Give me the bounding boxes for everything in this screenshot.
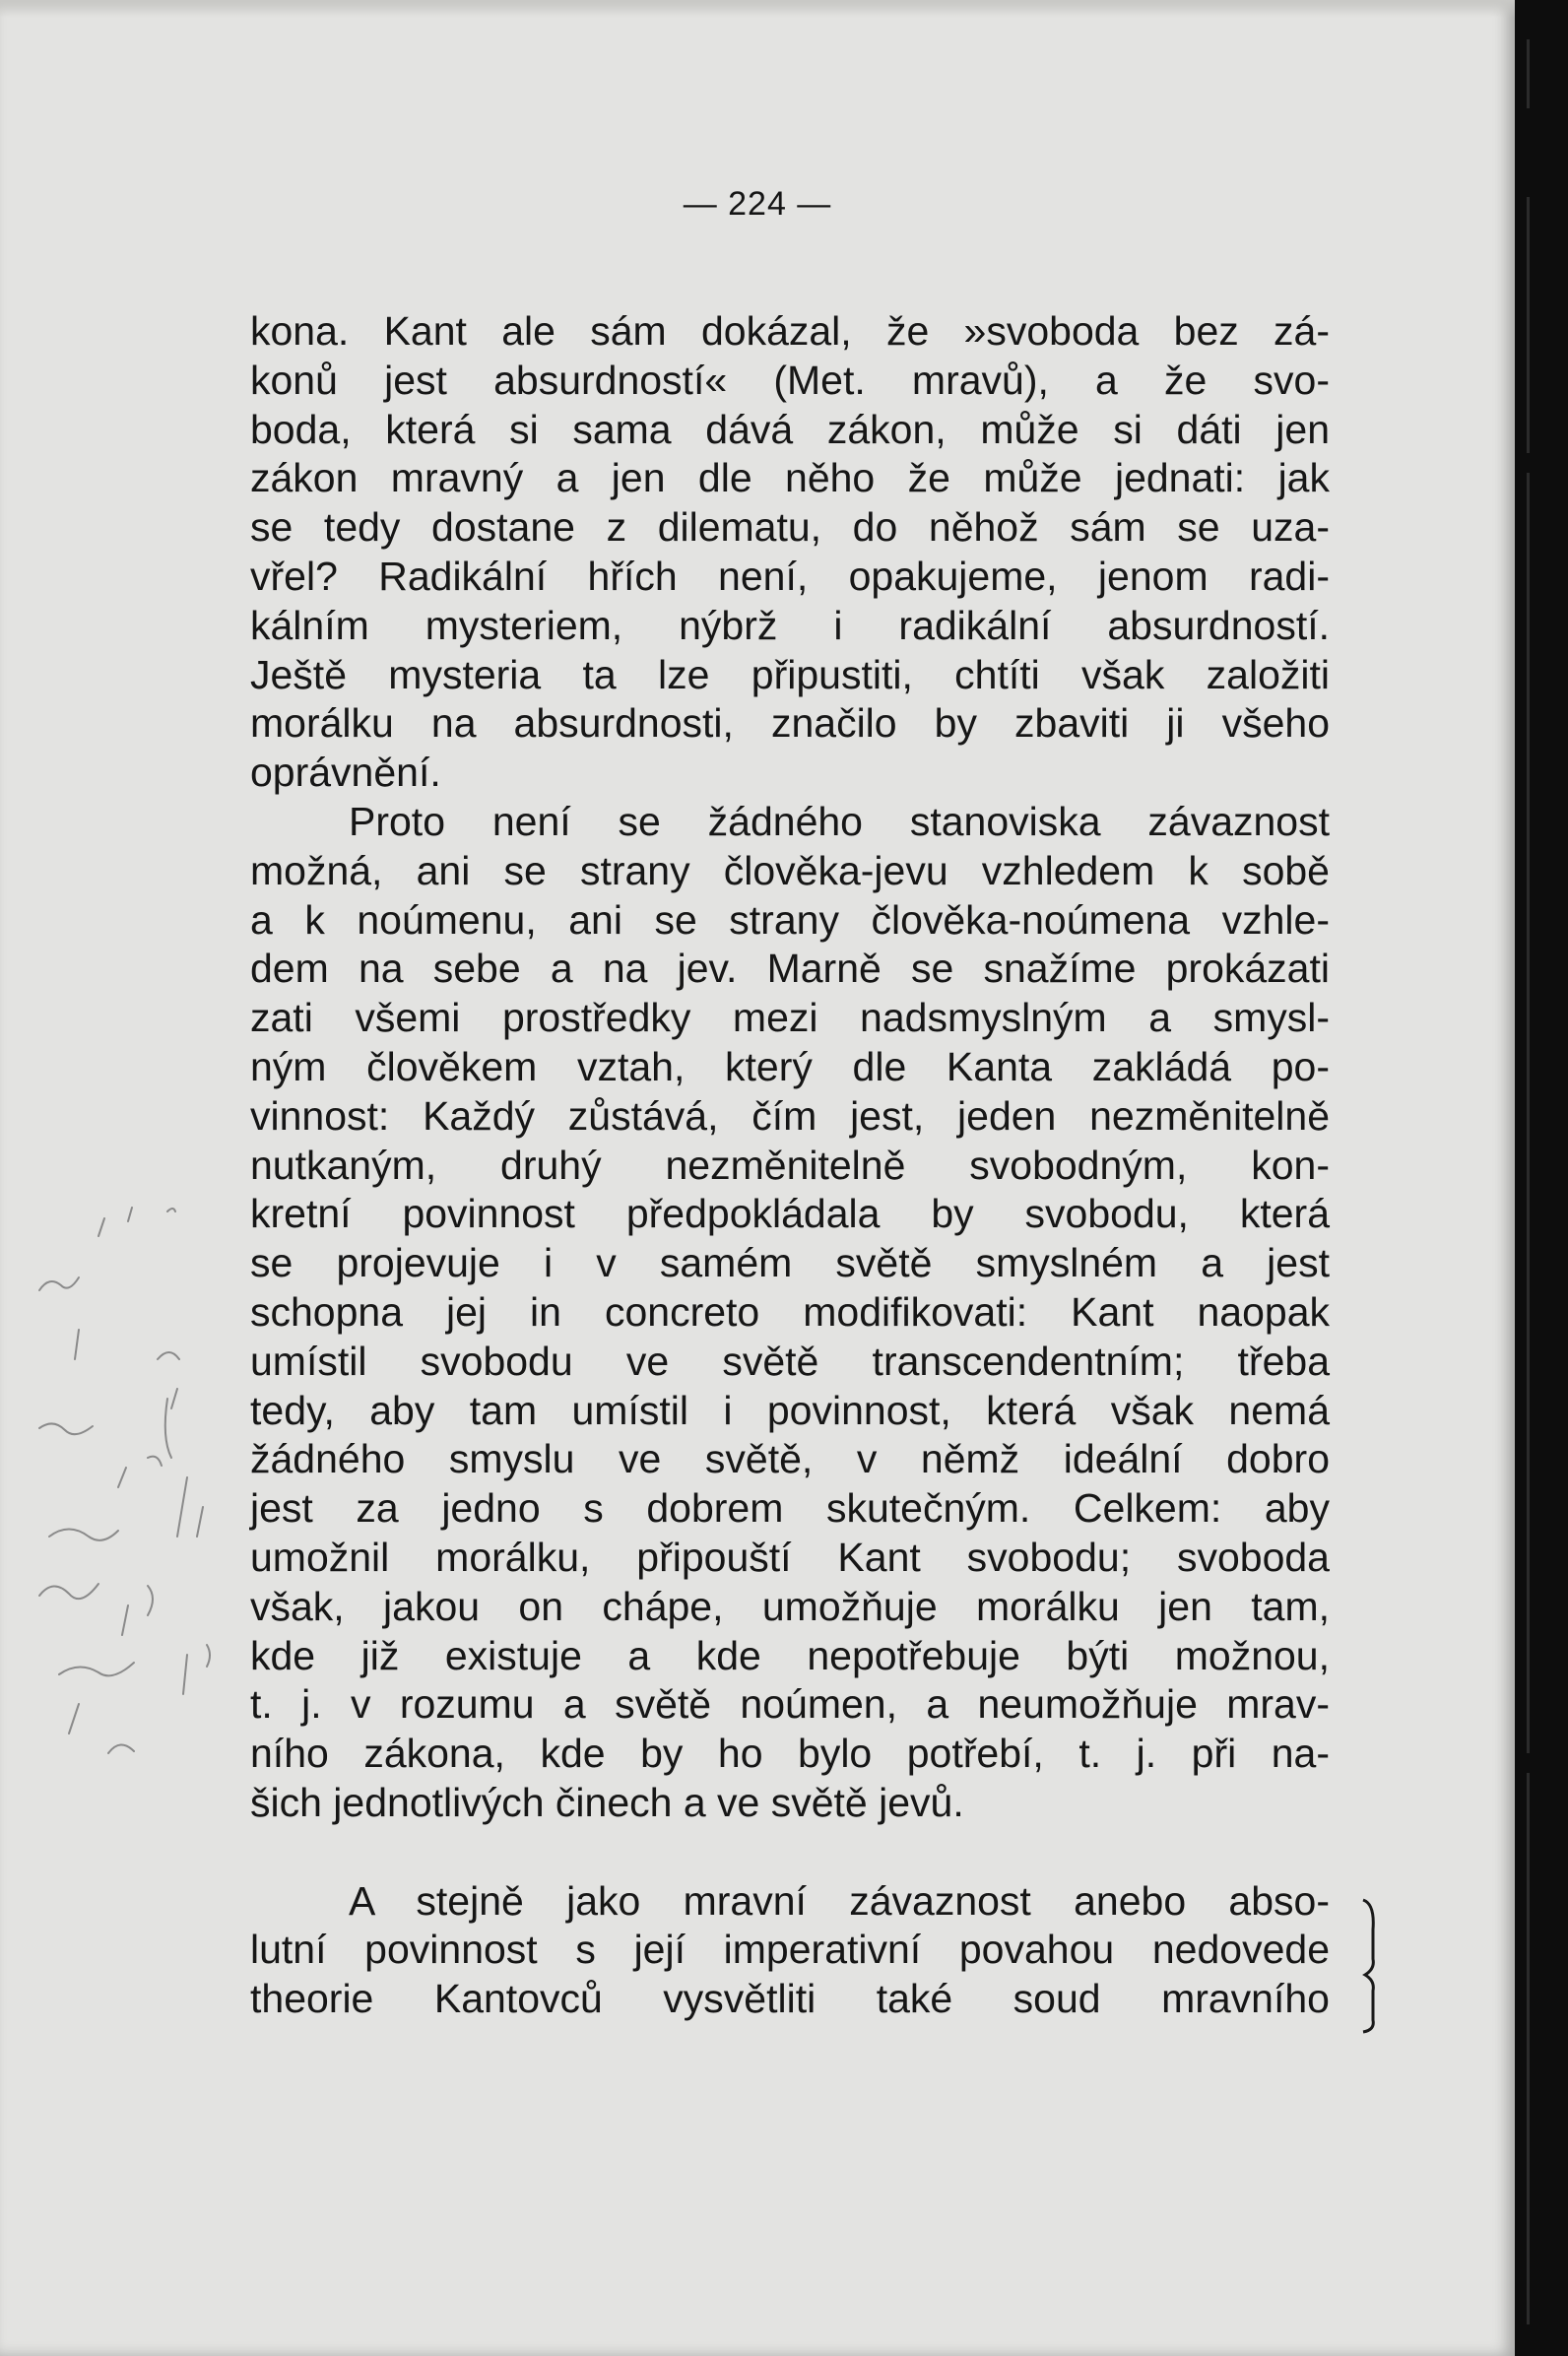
text-line: t. j. v rozumu a světě noúmen, a neumožňuje mrav- xyxy=(250,1681,1330,1728)
text-line: vinnost: Každý zůstává, čím jest, jeden nezměnitelně xyxy=(250,1092,1330,1139)
text-line: šich jednotlivých činech a ve světě jevů. xyxy=(250,1779,964,1825)
margin-bracket xyxy=(1359,1896,1379,2034)
binding-edge xyxy=(1527,1773,1530,2324)
page-number: — 224 — xyxy=(683,185,832,223)
text-line: možná, ani se strany člověka-jevu vzhledem k sobě xyxy=(250,847,1330,893)
text-line: konů jest absurdností« (Met. mravů), a že svo- xyxy=(250,357,1330,403)
text-line: morálku na absurdnosti, značilo by zbaviti ji všeho xyxy=(250,700,1330,747)
text-line: A stejně jako mravní závaznost anebo abso- xyxy=(349,1877,1330,1924)
text-line: kde již existuje a kde nepotřebuje býti možnou, xyxy=(250,1632,1330,1678)
text-line: umožnil morálku, připouští Kant svobodu; svoboda xyxy=(250,1534,1330,1580)
paragraph-gap xyxy=(250,1828,1330,1877)
text-line: ným člověkem vztah, který dle Kanta zakládá po- xyxy=(250,1043,1330,1089)
text-line: žádného smyslu ve světě, v němž ideální dobro xyxy=(250,1436,1330,1482)
text-line: kálním mysteriem, nýbrž i radikální absurdností. xyxy=(250,602,1330,648)
text-line: lutní povinnost s její imperativní povahou nedovede xyxy=(250,1927,1330,1973)
text-line: schopna jej in concreto modifikovati: Kant naopak xyxy=(250,1288,1330,1335)
text-line: se projevuje i v samém světě smyslném a jest xyxy=(250,1240,1330,1286)
text-line: theorie Kantovců vysvětliti také soud mravního xyxy=(250,1976,1330,2022)
paragraph-1 xyxy=(250,307,1330,798)
text-line: však, jakou on chápe, umožňuje morálku jen tam, xyxy=(250,1583,1330,1629)
binding-edge xyxy=(1527,39,1530,108)
text-line: Ještě mysteria ta lze připustiti, chtíti však založiti xyxy=(250,651,1330,697)
text-line: oprávnění. xyxy=(250,750,441,796)
text-line: tedy, aby tam umístil i povinnost, která však nemá xyxy=(250,1387,1330,1433)
text-line: zati všemi prostředky mezi nadsmyslným a smysl- xyxy=(250,995,1330,1041)
text-line: dem na sebe a na jev. Marně se snažíme prokázati xyxy=(250,946,1330,992)
text-line: se tedy dostane z dilematu, do něhož sám se uza- xyxy=(250,504,1330,551)
text-line: zákon mravný a jen dle něho že může jednati: jak xyxy=(250,455,1330,501)
text-line: vřel? Radikální hřích není, opakujeme, jenom radi- xyxy=(250,553,1330,599)
text-line: Proto není se žádného stanoviska závaznost xyxy=(349,798,1330,844)
text-line: nutkaným, druhý nezměnitelně svobodným, kon- xyxy=(250,1142,1330,1188)
binding-edge xyxy=(1527,197,1530,453)
text-line: umístil svobodu ve světě transcendentním; třeba xyxy=(250,1338,1330,1384)
binding-edge xyxy=(1527,473,1530,1753)
text-line: kretní povinnost předpokládala by svobodu, která xyxy=(250,1191,1330,1237)
pencil-marginalia xyxy=(20,1182,246,1793)
text-line: jest za jedno s dobrem skutečným. Celkem: aby xyxy=(250,1485,1330,1532)
scan-edge xyxy=(0,0,1515,18)
paragraph-2 xyxy=(250,798,1330,1828)
main-text xyxy=(250,307,1330,2024)
text-line: boda, která si sama dává zákon, může si dáti jen xyxy=(250,406,1330,452)
text-line: kona. Kant ale sám dokázal, že »svoboda bez zá- xyxy=(250,308,1330,354)
text-line: a k noúmenu, ani se strany člověka-noúmena vzhle- xyxy=(250,896,1330,943)
text-line: ního zákona, kde by ho bylo potřebí, t. j. při na- xyxy=(250,1731,1330,1777)
paragraph-3 xyxy=(250,1877,1330,2024)
